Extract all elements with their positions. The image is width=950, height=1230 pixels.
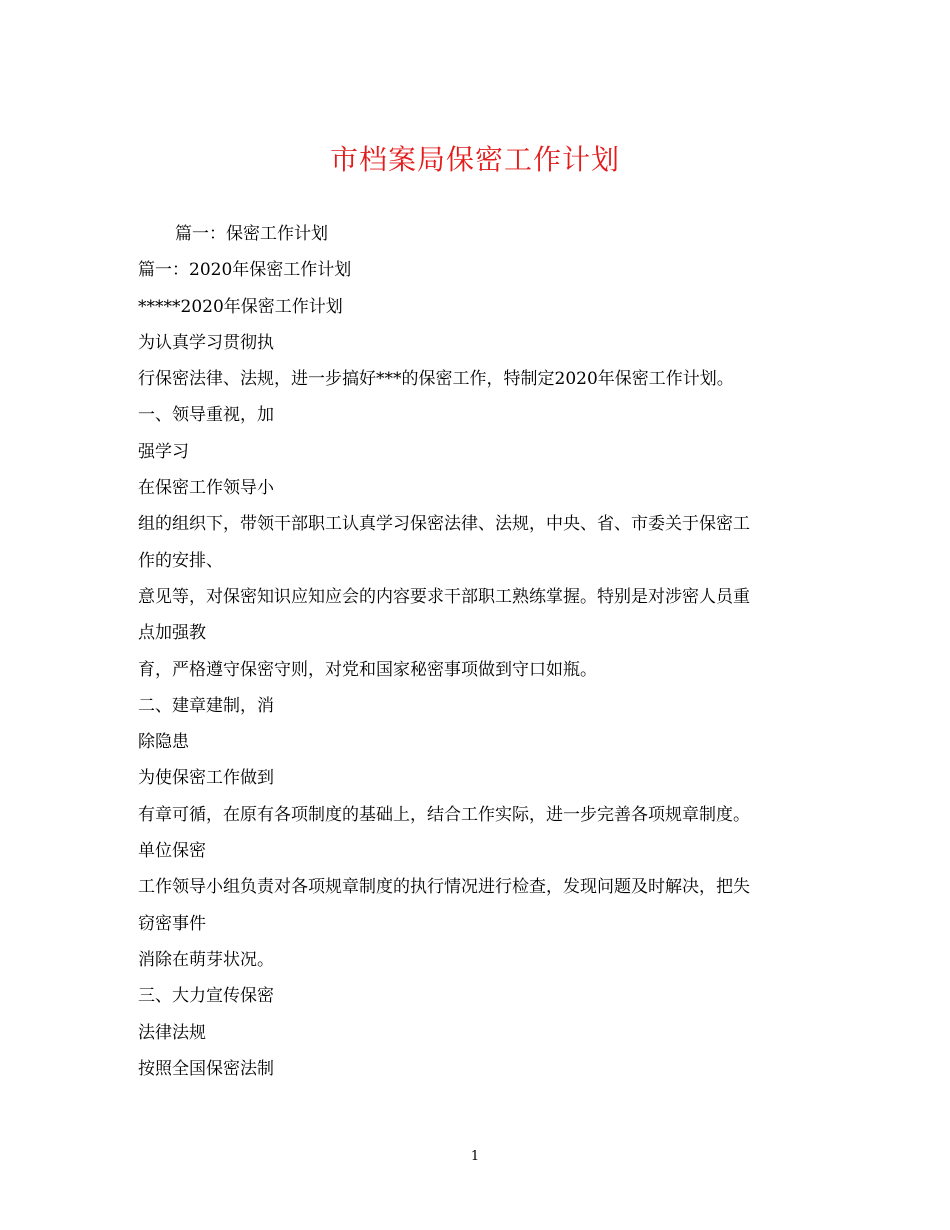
body-line: *****2020年保密工作计划 (138, 296, 343, 317)
body-line: 篇一：保密工作计划 (175, 224, 328, 244)
body-line: 意见等，对保密知识应知应会的内容要求干部职工熟练掌握。特别是对涉密人员重 (138, 586, 750, 607)
body-line: 一、领导重视，加 (138, 405, 274, 426)
body-line: 作的安排、 (138, 550, 223, 571)
body-line: 消除在萌芽状况。 (138, 949, 274, 970)
body-line: 有章可循，在原有各项制度的基础上，结合工作实际，进一步完善各项规章制度。 (138, 804, 750, 825)
body-line: 在保密工作领导小 (138, 478, 274, 499)
body-line: 二、建章建制，消 (138, 695, 274, 716)
body-line: 窃密事件 (138, 913, 206, 934)
body-line: 点加强教 (138, 623, 206, 644)
body-line: 法律法规 (138, 1022, 206, 1043)
body-line: 按照全国保密法制 (138, 1058, 274, 1079)
body-line: 强学习 (138, 441, 189, 462)
body-line: 三、大力宣传保密 (138, 986, 274, 1007)
body-line: 组的组织下，带领干部职工认真学习保密法律、法规，中央、省、市委关于保密工 (138, 514, 750, 535)
body-line: 育，严格遵守保密守则，对党和国家秘密事项做到守口如瓶。 (138, 659, 597, 680)
document-title: 市档案局保密工作计划 (329, 143, 620, 176)
body-line: 工作领导小组负责对各项规章制度的执行情况进行检查，发现问题及时解决，把失 (138, 877, 750, 898)
document-body (138, 216, 818, 1087)
body-line: 行保密法律、法规，进一步搞好***的保密工作，特制定2020年保密工作计划。 (138, 369, 734, 390)
body-line: 单位保密 (138, 841, 206, 862)
body-line: 为认真学习贯彻执 (138, 332, 274, 353)
body-line: 篇一：2020年保密工作计划 (138, 260, 352, 281)
page-number: 1 (470, 1149, 480, 1164)
body-line: 除隐患 (138, 732, 189, 753)
body-line: 为使保密工作做到 (138, 768, 274, 789)
